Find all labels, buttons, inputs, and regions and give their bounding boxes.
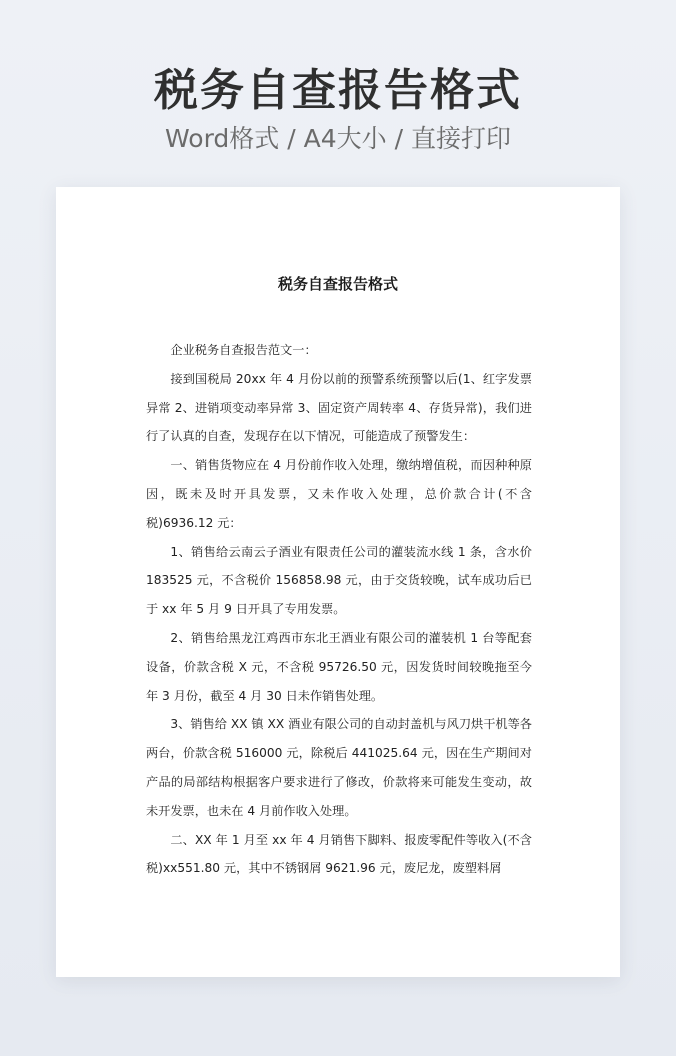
document-title: 税务自查报告格式: [277, 275, 398, 293]
paragraph-item-2: 2、销售给黑龙江鸡西市东北王酒业有限公司的灌装机 1 台等配套设备，价款含税 X 元，不含税 95726.50 元，因发货时间较晚拖至今年 3 月份，截至 4 月 30 日未作销售处理。: [146, 630, 532, 703]
paragraph-intro: 企业税务自查报告范文一：: [170, 343, 317, 357]
paragraph-section-one: 一、销售货物应在 4 月份前作收入处理，缴纳增值税，而因种种原因，既未及时开具发票，又未作收入处理，总价款合计(不含税)6936.12 元：: [146, 458, 532, 530]
document-page: [56, 187, 620, 977]
paragraph-warning: 接到国税局 20xx 年 4 月份以前的预警系统预警以后(1、红字发票异常 2、进销项变动率异常 3、固定资产周转率 4、存货异常)，我们进行了认真的自查，发现存在以下情况，可能造成了预警发生：: [146, 371, 532, 444]
document-body: [146, 336, 532, 883]
banner-title: 税务自查报告格式: [154, 65, 522, 116]
banner-header: [0, 62, 676, 156]
paragraph-item-1: 1、销售给云南云子酒业有限责任公司的灌装流水线 1 条，含水价 183525 元，不含税价 156858.98 元，由于交货较晚，试车成功后已于 xx 年 5 月 9 日开具了专用发票。: [146, 544, 532, 617]
paragraph-item-3: 3、销售给 XX 镇 XX 酒业有限公司的自动封盖机与风刀烘干机等各两台，价款含税 516000 元，除税后 441025.64 元，因在生产期间对产品的局部结构根据客户要求进行了修改，价款将来可能发生变动，故未开发票，也未在 4 月前作收入处理。: [146, 717, 532, 818]
paragraph-section-two: 二、XX 年 1 月至 xx 年 4 月销售下脚料、报废零配件等收入(不含税)xx551.80 元，其中不锈钢屑 9621.96 元，废尼龙，废塑料屑: [146, 832, 532, 876]
banner-subtitle: Word格式 / A4大小 / 直接打印: [165, 124, 511, 153]
